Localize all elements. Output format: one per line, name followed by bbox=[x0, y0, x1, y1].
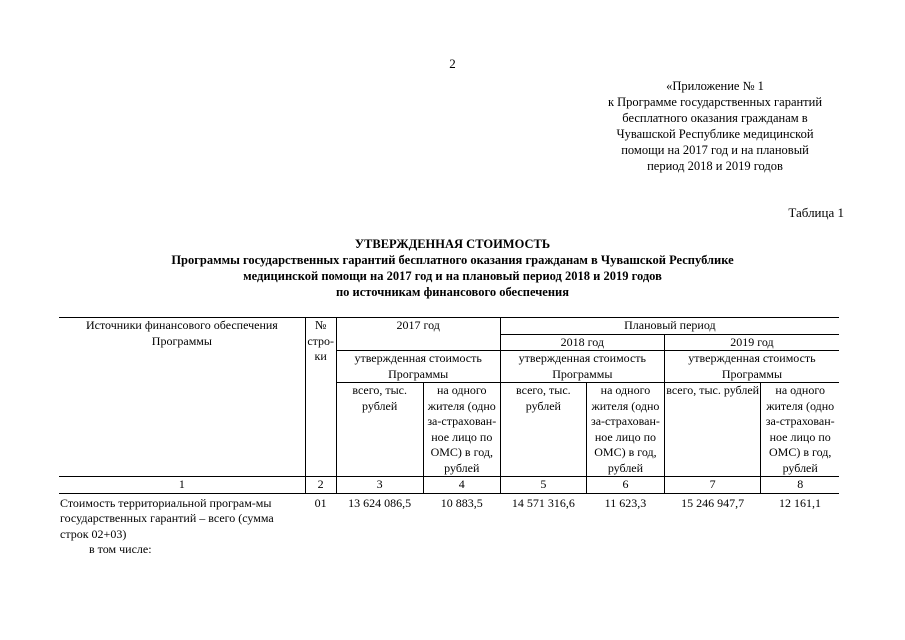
column-number: 4 bbox=[423, 477, 500, 494]
appendix-note bbox=[580, 78, 850, 174]
including-label: в том числе: bbox=[89, 542, 152, 556]
column-number: 3 bbox=[336, 477, 423, 494]
column-number: 7 bbox=[664, 477, 760, 494]
header-per-resident-2018: на одного жителя (одно за-страхован-ное лицо по ОМС) в год, рублей bbox=[586, 383, 664, 477]
value-per-resident-2019: 12 161,1 bbox=[778, 495, 821, 510]
title-line: Программы государственных гарантий бесплатного оказания гражданам в Чувашской Республике bbox=[171, 253, 734, 267]
financial-table bbox=[59, 317, 839, 558]
table-row bbox=[59, 542, 839, 558]
header-per-resident-2019: на одного жителя (одно за-страхован-ное лицо по ОМС) в год, рублей bbox=[761, 383, 839, 477]
column-number: 6 bbox=[586, 477, 664, 494]
column-number: 5 bbox=[500, 477, 586, 494]
row-label: Стоимость территориальной програм-мы государственных гарантий – всего (сумма строк 02+03) bbox=[60, 495, 274, 541]
appendix-line: бесплатного оказания гражданам в bbox=[622, 111, 808, 125]
header-approved-cost-2017: утвержденная стоимость Программы bbox=[336, 351, 500, 383]
header-year-2018: 2018 год bbox=[500, 334, 664, 351]
column-number: 1 bbox=[59, 477, 305, 494]
header-total-2017: всего, тыс. рублей bbox=[336, 383, 423, 477]
title-line: УТВЕРЖДЕННАЯ СТОИМОСТЬ bbox=[354, 237, 551, 251]
appendix-line: «Приложение № 1 bbox=[666, 79, 764, 93]
header-planned-period: Плановый период bbox=[500, 318, 839, 335]
column-number: 2 bbox=[305, 477, 336, 494]
value-per-resident-2018: 11 623,3 bbox=[604, 495, 647, 510]
title-line: по источникам финансового обеспечения bbox=[335, 285, 570, 299]
table-label: Таблица 1 bbox=[788, 205, 844, 220]
value-total-2019: 15 246 947,7 bbox=[681, 495, 745, 510]
value-total-2018: 14 571 316,6 bbox=[511, 495, 575, 510]
header-row-number: № стро-ки bbox=[305, 318, 336, 477]
column-numbers-row bbox=[59, 477, 839, 494]
appendix-line: к Программе государственных гарантий bbox=[607, 95, 823, 109]
appendix-line: Чувашской Республике медицинской bbox=[616, 127, 814, 141]
appendix-line: помощи на 2017 год и на плановый bbox=[621, 143, 809, 157]
column-number: 8 bbox=[761, 477, 839, 494]
table-row bbox=[59, 493, 839, 542]
header-total-2018: всего, тыс. рублей bbox=[500, 383, 586, 477]
header-year-2017: 2017 год bbox=[336, 318, 500, 351]
header-year-2019: 2019 год bbox=[664, 334, 839, 351]
header-total-2019: всего, тыс. рублей bbox=[664, 383, 760, 477]
header-sources: Источники финансового обеспечения Программы bbox=[59, 318, 305, 477]
header-per-resident-2017: на одного жителя (одно за-страхован-ное лицо по ОМС) в год, рублей bbox=[423, 383, 500, 477]
header-approved-cost-2019: утвержденная стоимость Программы bbox=[664, 351, 839, 383]
page-number: 2 bbox=[449, 56, 456, 71]
document-title bbox=[60, 236, 845, 300]
title-line: медицинской помощи на 2017 год и на плановый период 2018 и 2019 годов bbox=[243, 269, 662, 283]
row-number: 01 bbox=[314, 495, 327, 510]
header-approved-cost-2018: утвержденная стоимость Программы bbox=[500, 351, 664, 383]
value-per-resident-2017: 10 883,5 bbox=[440, 495, 483, 510]
appendix-line: период 2018 и 2019 годов bbox=[647, 159, 783, 173]
value-total-2017: 13 624 086,5 bbox=[348, 495, 412, 510]
